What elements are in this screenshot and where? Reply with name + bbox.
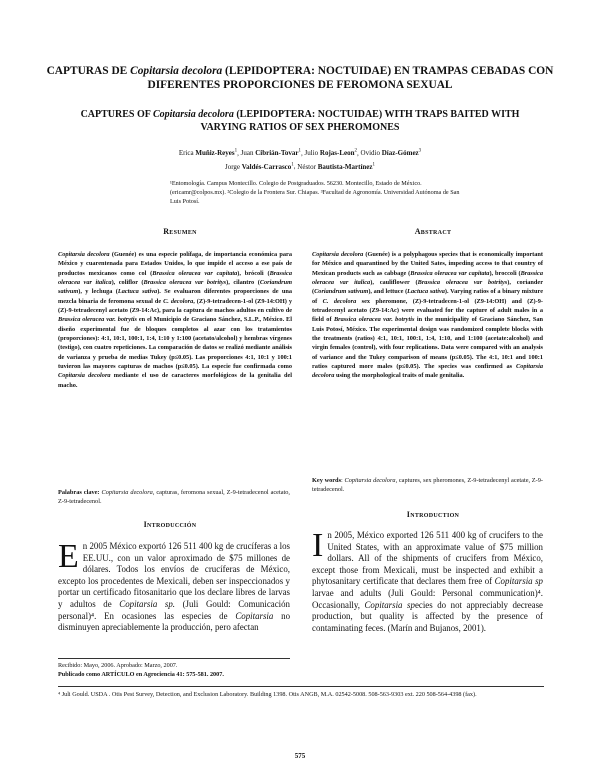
received-info bbox=[58, 658, 290, 679]
introduction-body bbox=[312, 527, 543, 634]
affiliations: ¹Entomología. Campus Montecillo. Colegio de Postgraduados. 56230. Montecillo, Estado de México. (ericamr@colpos.mx). ²Colegio de la Frontera Sur. Chiapas. ³Facultad de Agronomía. Universidad Autónoma de San Luis Potosí. bbox=[170, 180, 460, 205]
keywords-values: : Copitarsia decolora, captures, sex pheromones, Z-9-tetradecenyl acetate, Z-9-tetradecenol. bbox=[312, 477, 543, 494]
keywords-label: Key words bbox=[312, 477, 342, 484]
keywords-label: Palabras clave: bbox=[58, 489, 100, 496]
title-english: CAPTURES OF Copitarsia decolora (LEPIDOPTERA: NOCTUIDAE) WITH TRAPS BAITED WITH VARYING RATIOS OF SEX PHEROMONES bbox=[80, 109, 520, 133]
introduction-heading: Introduction bbox=[406, 510, 460, 519]
author: Erica Muñiz-Reyes$^1$ bbox=[178, 149, 238, 158]
author-list bbox=[80, 146, 520, 173]
author: Juan Cibrián-Tovar$^1$ bbox=[240, 149, 302, 158]
author-line-1: Erica Muñiz-Reyes$^1$, Juan Cibrián-Tovar$^1$, Julio Rojas-Leon$^2$, Ovidio Díaz-Gómez$^3$ bbox=[178, 149, 422, 158]
dropcap: I bbox=[312, 527, 324, 564]
abstract-text: Copitarsia decolora (Guenée) is a polyphagous species that is economically important for México and quarantined by the United Sates, impeding access to that country of Mexican products such as cabbage (Brassica oleracea var capitata), broccoli (Brassica oleracea var italica), cauliflower (Brassica oleracea var botritys), coriander (Coriandrum sativum), and lettuce (Lactuca sativa). Varying ratios of a binary mixture of C. decolora sex pheromone, (Z)-9-tetradecen-1-ol (Z9-14:OH) and (Z)-9-tetradecenyl acetato (Z9-14:Ac) were evaluated for the capture of adult males in a field of Brassica oleracea var. botrytis in the municipality of Graciano Sánchez, San Luis Potosí, México. The experimental design was randomized complete blocks with the treatments (ratios) 4:1, 10:1, 100:1, 1:4, 1:10, and 1:100 (acetate:alcohol) and virgin females (control), with four replications. Data were compared with an analysis of variance and the Tukey comparison of means (p≤0.05). The 4:1, 10:1 and 100:1 ratios captured more males (p≤0.05). The species was confirmed as Copitarsia decolora using the morphological traits of male genitalia. bbox=[312, 251, 543, 380]
author: Jorge Valdés-Carrasco$^1$ bbox=[224, 162, 294, 171]
footnote: ⁴ Juli Gould. USDA . Otis Pest Survey, Detection, and Exclusion Laboratory. Building 1398. Otis ANGB, M.A. 02542-5008. 508-563-9303 ext. 220 508-564-4398 (fax). bbox=[58, 686, 544, 699]
introduccion-heading: Introducción bbox=[143, 520, 197, 529]
dropcap: E bbox=[58, 538, 79, 575]
author: Ovidio Díaz-Gómez$^3$ bbox=[360, 149, 422, 158]
introduccion-body bbox=[58, 538, 291, 634]
page-number: 575 bbox=[294, 752, 306, 760]
introduccion-text: n 2005 México exportó 126 511 400 kg de crucíferas a los EE.UU., con un valor aproximado de $75 millones de dólares. Todos los envíos de crucíferas de México, excepto los procedentes de Mexicali, deben ser inspeccionados y portar un certificado fitosanitario que los declare libres de larvas y adultos de Copitarsia sp. (Juli Gould: Comunicación personal)⁴. En ocasiones las especies de Copitarsia no disminuyen apreciablemente la producción, pero afectan bbox=[58, 541, 291, 633]
author-line-2: Jorge Valdés-Carrasco$^1$, Néstor Bautista-Martínez$^1$ bbox=[224, 162, 376, 171]
resumen-text: Copitarsia decolora (Guenée) es una especie polífaga, de importancia económica para México y cuarentenada para Estados Unidos, lo que impide el acceso a ese país de productos mexicanos como col (Brassica oleracea var capitata), brócoli (Brassica oleracea var italica), coliflor (Brassica oleracea var botritys), cilantro (Coriandrum sativum), y lechuga (Lactuca sativa). Se evaluaron diferentes proporciones de una mezcla binaria de feromona sexual de C. decolora, (Z)-9-tetradecen-1-ol (Z9-14:OH) y (Z)-9-tetradecenyl acetato (Z9-14:Ac), para la captura de machos adultos en cultivo de Brassica oleracea var. botrytis en el Municipio de Graciano Sánchez, S.L.P., México. El diseño experimental fue de bloques completos al azar con los tratamientos (proporciones): 4:1, 10:1, 100:1, 1:4, 1:10 y 1:100 (acetato/alcohol) y hembras vírgenes (testigo), con cuatro repeticiones. La comparación de datos se realizó mediante análisis de varianza y prueba de medias Tukey (p≤0.05). Las proporciones 4:1, 10:1 y 100:1 tuvieron las mayores capturas de machos (p≤0.05). La especie fue confirmada como Copitarsia decolora mediante el uso de caracteres morfológicos de la genitalia del macho. bbox=[58, 251, 293, 389]
author: Julio Rojas-Leon$^2$ bbox=[304, 149, 358, 158]
title-spanish: CAPTURAS DE Copitarsia decolora (LEPIDOPTERA: NOCTUIDAE) EN TRAMPAS CEBADAS CON DIFERENTES PROPORCIONES DE FEROMONA SEXUAL bbox=[46, 65, 554, 91]
keywords-values: Copitarsia decolora, capturas, feromona sexual, Z-9-tetradecenol acetato, Z-9-tetradecenol. bbox=[58, 489, 290, 506]
abstract-heading: Abstract bbox=[414, 227, 452, 236]
resumen-heading: Resumen bbox=[163, 227, 197, 236]
publication-info: Publicado como ARTÍCULO en Agrociencia 41: 575-581. 2007. bbox=[58, 671, 224, 678]
author: Néstor Bautista-Martínez$^1$ bbox=[297, 162, 376, 171]
introduction-text: n 2005, México exported 126 511 400 kg of crucifers to the United States, with an approximate value of $75 million dollars. All of the shipments of crucifers from México, except those from Mexicali, must be inspected and exhibit a phytosanitary certificate that declares them free of Copitarsia sp larvae and adults (Juli Gould: Personal communication)⁴. Occasionally, Copitarsia species do not appreciably decrease production, but quality is affected by the presence of contaminating feces. (Marín and Bujanos, 2001). bbox=[312, 530, 543, 633]
keywords-spanish bbox=[58, 488, 290, 507]
keywords-english bbox=[312, 476, 543, 495]
received-dates: Recibido: Mayo, 2006. Aprobado: Marzo, 2007. bbox=[58, 662, 178, 669]
